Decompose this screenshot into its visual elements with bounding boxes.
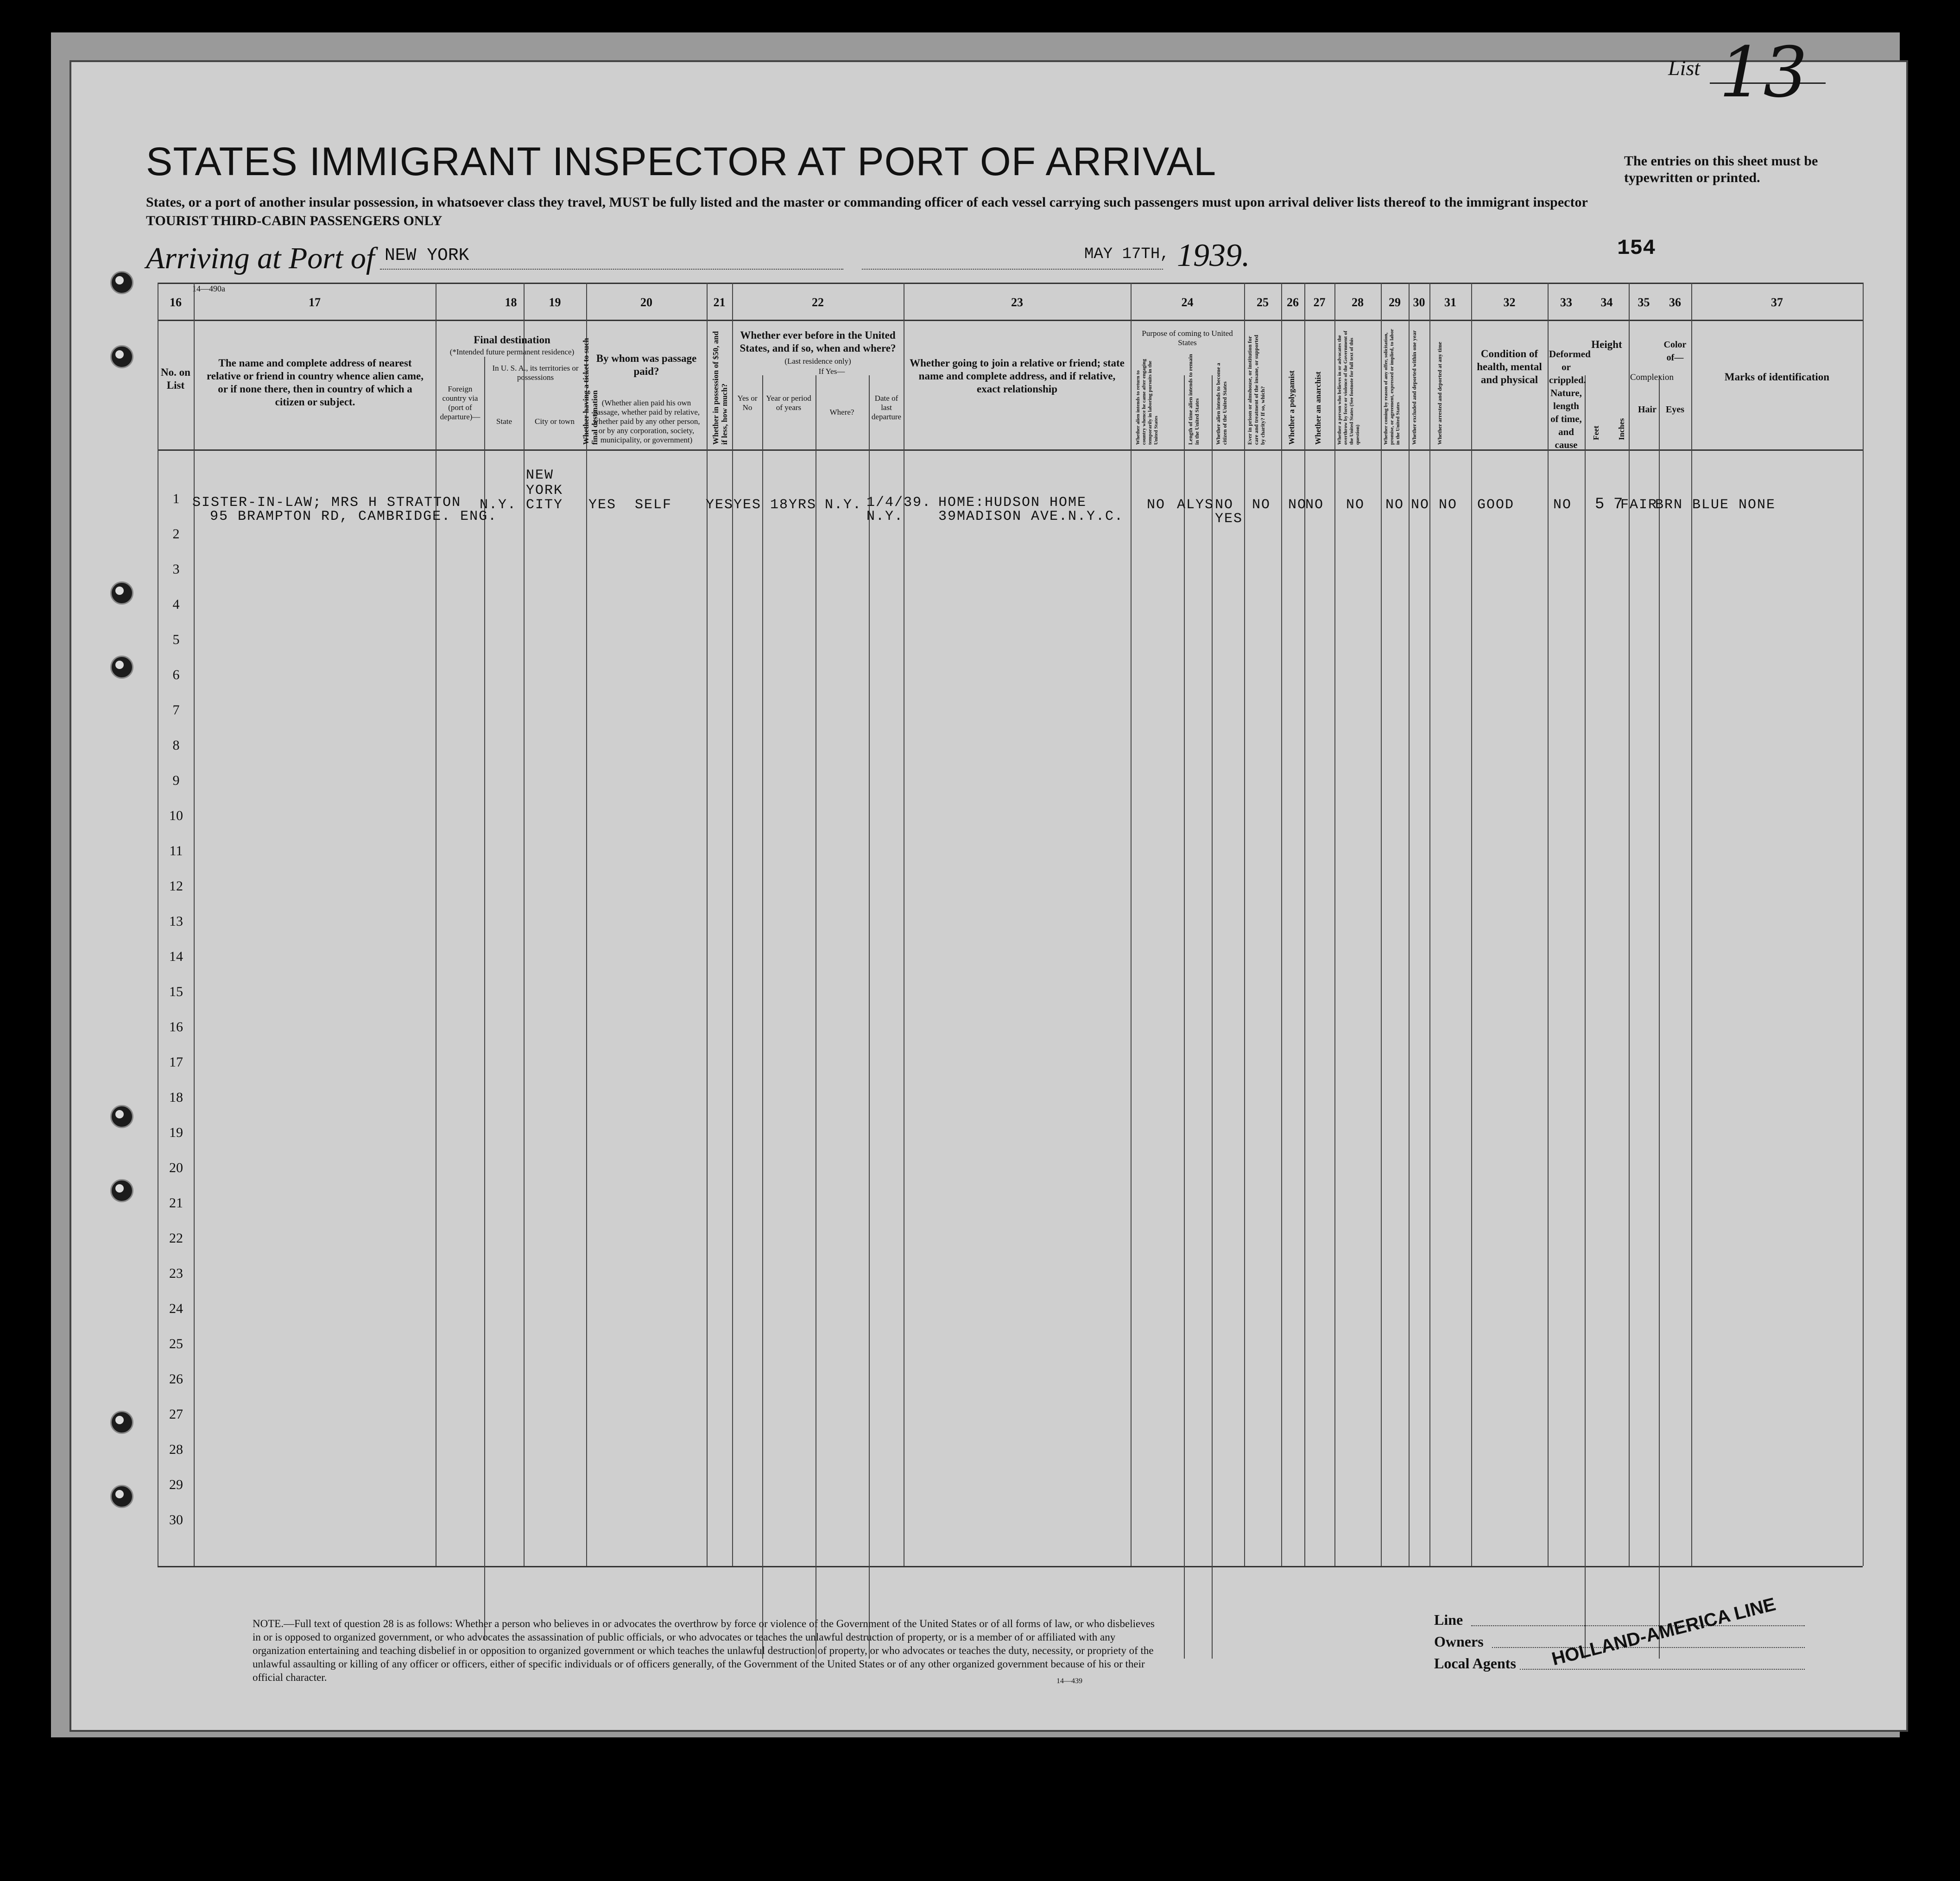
last-departure-1: 1/4/39. bbox=[866, 495, 932, 511]
row-number: 30 bbox=[169, 1512, 183, 1528]
line-underline bbox=[1471, 1625, 1805, 1626]
prison-value: NO bbox=[1252, 497, 1271, 513]
row-number: 24 bbox=[169, 1301, 183, 1316]
col-rule bbox=[1409, 283, 1410, 1566]
col25-header: Ever in prison or almshouse, or institution for care and treatment of the insane, or supported by charity? If so, which? bbox=[1246, 335, 1266, 445]
row-number: 11 bbox=[169, 843, 183, 858]
col-number: 31 bbox=[1444, 296, 1456, 309]
col30-header: Whether excluded and deported within one year bbox=[1411, 330, 1417, 445]
subtitle: States, or a port of another insular possession, in whatsoever class they travel, MUST be fully listed and the master or commanding officer of each vessel carrying such passengers must upon arrival deliver lists thereof to the immigrant inspector bbox=[146, 195, 1588, 210]
col23-header: Whether going to join a relative or friend; state name and complete address, and if relative, exact relationship bbox=[910, 357, 1125, 395]
col20-note: (Whether alien paid his own passage, whether paid by relative, whether paid by any other person, or by any corporation, society, municipality, or government) bbox=[593, 398, 700, 444]
citizen-value-1: NO bbox=[1215, 497, 1234, 513]
col-rule bbox=[1691, 283, 1692, 1566]
col-number: 27 bbox=[1313, 296, 1326, 309]
row-number: 15 bbox=[169, 984, 183, 999]
list-label: List bbox=[1668, 56, 1701, 80]
punch-hole bbox=[110, 271, 133, 294]
col-rule bbox=[1281, 283, 1282, 1566]
table-rule bbox=[158, 449, 1863, 451]
table-rule bbox=[158, 1566, 1863, 1567]
col-number: 29 bbox=[1389, 296, 1401, 309]
col16-header: No. on List bbox=[161, 366, 190, 391]
row-number: 8 bbox=[172, 738, 180, 753]
owners-label: Owners bbox=[1434, 1633, 1484, 1650]
col36-header: Color of— bbox=[1663, 340, 1687, 363]
question-28-footnote: NOTE.—Full text of question 28 is as follows: Whether a person who believes in or advocates the overthrow by force or violence of the Government of the United States or of all forms of law, or who disbelieves in or is opposed to organized government, or who advocates the assassination of public officials, or who advocates or teaches the unlawful destruction of property, or is a member of or affiliated with any organization entertaining and teaching disbelief in or opposition to organized government or which teaches the unlawful destruction of property, or who advocates or teaches the duty, necessity, or propriety of the unlawful assaulting or killing of any officer or officers, either of specific individuals or of officers generally, of the Government of the United States or of any other organized government because of his or their official character. bbox=[253, 1618, 1155, 1683]
row-number: 14 bbox=[169, 949, 183, 964]
overthrow-value: NO bbox=[1346, 497, 1365, 513]
col20-header: By whom was passage paid? bbox=[596, 353, 697, 377]
col17-header: The name and complete address of nearest relative or friend in country whence alien came, or if none there, then in country of which a citizen or subject. bbox=[206, 357, 424, 408]
col33-header: Deformed or crippled. Nature, length of time, and cause bbox=[1549, 348, 1591, 450]
row-number: 3 bbox=[172, 562, 180, 577]
col22-yesno: Yes or No bbox=[737, 394, 758, 412]
row-number: 16 bbox=[169, 1019, 183, 1035]
hair-value: BRN bbox=[1655, 497, 1683, 513]
col-rule bbox=[1184, 375, 1185, 1659]
col-rule bbox=[732, 283, 733, 1566]
before-in-us-value: YES bbox=[733, 497, 762, 513]
row-number: 18 bbox=[169, 1090, 183, 1105]
relative-line1: SISTER-IN-LAW; MRS H STRATTON bbox=[192, 495, 462, 511]
health-value: GOOD bbox=[1477, 497, 1515, 513]
col22-note: (Last residence only) bbox=[784, 357, 851, 366]
agents-underline bbox=[1520, 1669, 1805, 1670]
col21-header: Whether in possession of $50, and if less, how much? bbox=[711, 331, 729, 445]
ticket-value: YES bbox=[588, 497, 617, 513]
fifty-dollars-value: YES bbox=[706, 497, 734, 513]
row-number: 20 bbox=[169, 1160, 183, 1175]
eyes-value: BLUE bbox=[1692, 497, 1730, 513]
col-rule bbox=[1471, 283, 1472, 1566]
punch-hole bbox=[110, 1179, 133, 1202]
col28-header: Whether a person who believes in or advocates the overthrow by force or violence of the Government of the United States (See footnote for full text of this question) bbox=[1337, 330, 1360, 445]
col-number: 26 bbox=[1287, 296, 1299, 309]
col-number: 21 bbox=[713, 296, 726, 309]
col-rule bbox=[762, 375, 763, 1659]
paid-by-value: SELF bbox=[635, 497, 672, 513]
col-rule bbox=[484, 357, 485, 1640]
deported-value: NO bbox=[1439, 497, 1458, 513]
punch-hole bbox=[110, 656, 133, 679]
col26-header: Whether a polygamist bbox=[1287, 370, 1296, 445]
last-departure-2: N.Y. bbox=[866, 509, 904, 524]
arrival-year: 1939. bbox=[1177, 238, 1250, 273]
col24b-header: Length of time alien intends to remain in the United States bbox=[1187, 354, 1200, 445]
col-number: 18 bbox=[505, 296, 517, 309]
col18-state: State bbox=[496, 417, 512, 426]
col-rule bbox=[1212, 375, 1213, 1659]
page-title: STATES IMMIGRANT INSPECTOR AT PORT OF ARRIVAL bbox=[146, 139, 1217, 184]
row-number: 9 bbox=[172, 773, 180, 788]
col-rule bbox=[1381, 283, 1382, 1566]
col-rule bbox=[1659, 375, 1660, 1659]
col-number: 34 bbox=[1600, 296, 1613, 309]
offer-labor-value: NO bbox=[1385, 497, 1404, 513]
col18-usa: In U. S. A., its territories or possessions bbox=[492, 364, 579, 382]
deformed-value: NO bbox=[1553, 497, 1572, 513]
col-number: 22 bbox=[812, 296, 824, 309]
page-number: 154 bbox=[1617, 236, 1656, 260]
punch-hole bbox=[110, 581, 133, 605]
col-rule bbox=[1334, 283, 1335, 1566]
dest-state: N.Y. bbox=[480, 497, 517, 513]
list-number: 13 bbox=[1719, 32, 1808, 113]
citizen-value-2: YES bbox=[1215, 511, 1243, 527]
col-number: 32 bbox=[1503, 296, 1516, 309]
row-number: 7 bbox=[172, 702, 180, 718]
class-line: TOURIST THIRD-CABIN PASSENGERS ONLY bbox=[146, 213, 443, 228]
col-rule bbox=[1429, 283, 1430, 1566]
col-rule bbox=[707, 283, 708, 1566]
punch-hole bbox=[110, 1105, 133, 1128]
col18-foreign: Foreign country via (port of departure)— bbox=[440, 385, 481, 421]
col29-header: Whether coming by reason of any offer, solicitation, promise, or agreement, expressed or implied, to labor in the United States bbox=[1383, 329, 1401, 445]
col22-ifyes: If Yes— bbox=[818, 367, 845, 376]
col-number: 28 bbox=[1352, 296, 1364, 309]
col-number: 37 bbox=[1771, 296, 1783, 309]
dest-city-2: YORK bbox=[526, 483, 563, 499]
shipping-line-stamp: HOLLAND-AMERICA LINE bbox=[1549, 1594, 1778, 1670]
col-rule bbox=[586, 283, 587, 1566]
col-rule bbox=[1244, 283, 1245, 1566]
complexion-value: FAIR bbox=[1620, 497, 1658, 513]
where-value: N.Y. bbox=[825, 497, 862, 513]
row-number: 25 bbox=[169, 1336, 183, 1351]
col-rule bbox=[1304, 283, 1305, 1566]
col18-city: City or town bbox=[535, 417, 575, 426]
col34-header: Height bbox=[1591, 339, 1622, 350]
punch-hole bbox=[110, 1411, 133, 1434]
col24a-header: Whether alien intends to return to country whence he came after engaging temporarily in laboring pursuits in the United States bbox=[1135, 359, 1159, 445]
return-intent-value: NO bbox=[1147, 497, 1166, 513]
col34-inches: Inches bbox=[1617, 418, 1626, 440]
joining-line1: HOME:HUDSON HOME bbox=[938, 495, 1087, 511]
col24-header: Purpose of coming to United States bbox=[1142, 329, 1233, 347]
col22-where: Where? bbox=[829, 408, 854, 417]
arrival-date: MAY 17TH, bbox=[1084, 246, 1170, 263]
col35-header: Complexion bbox=[1630, 372, 1674, 382]
row-number: 6 bbox=[172, 667, 180, 682]
row-number: 10 bbox=[169, 808, 183, 823]
years-value: 18YRS bbox=[770, 497, 817, 513]
agents-label: Local Agents bbox=[1434, 1655, 1516, 1672]
col22-header: Whether ever before in the United States, and if so, when and where? bbox=[740, 329, 896, 354]
col-rule bbox=[524, 283, 525, 1566]
col18-note: (*Intended future permanent residence) bbox=[449, 347, 575, 356]
row-number: 2 bbox=[172, 526, 180, 542]
col-rule bbox=[1585, 375, 1586, 1659]
dest-city-1: NEW bbox=[526, 467, 554, 483]
port-underline bbox=[380, 269, 843, 270]
col-number: 17 bbox=[309, 296, 321, 309]
manifest-table bbox=[158, 283, 1863, 1571]
row-number: 26 bbox=[169, 1371, 183, 1387]
col-rule bbox=[1863, 283, 1864, 1566]
length-of-stay-value: ALYS bbox=[1177, 497, 1214, 513]
row-number: 29 bbox=[169, 1477, 183, 1492]
table-rule bbox=[158, 320, 1863, 321]
owners-underline bbox=[1492, 1647, 1805, 1648]
col-number: 36 bbox=[1669, 296, 1681, 309]
col-number: 23 bbox=[1011, 296, 1023, 309]
row-number: 1 bbox=[172, 491, 180, 506]
line-label: Line bbox=[1434, 1611, 1463, 1628]
row-number: 21 bbox=[169, 1195, 183, 1211]
col-number: 24 bbox=[1181, 296, 1194, 309]
col31-header: Whether arrested and deported at any time bbox=[1436, 341, 1443, 445]
port-value: NEW YORK bbox=[385, 246, 469, 265]
punch-hole bbox=[110, 345, 133, 368]
polygamist-value: NO bbox=[1288, 497, 1307, 513]
row-number: 4 bbox=[172, 597, 180, 612]
col-rule bbox=[1548, 283, 1549, 1566]
col18-header: Final destination bbox=[474, 334, 550, 346]
marks-value: NONE bbox=[1739, 497, 1776, 513]
row-number: 13 bbox=[169, 914, 183, 929]
row-number: 23 bbox=[169, 1266, 183, 1281]
table-rule bbox=[158, 283, 1863, 284]
col-rule bbox=[869, 375, 870, 1659]
punch-hole bbox=[110, 1485, 133, 1508]
height-feet-value: 5 bbox=[1595, 496, 1606, 513]
row-number: 17 bbox=[169, 1054, 183, 1070]
col-rule bbox=[1131, 283, 1132, 1566]
col-rule bbox=[1629, 283, 1630, 1566]
dest-city-3: CITY bbox=[526, 497, 563, 513]
col22-year: Year or period of years bbox=[766, 394, 811, 412]
col-number: 30 bbox=[1413, 296, 1425, 309]
col34-feet: Feet bbox=[1592, 425, 1600, 440]
col32-header: Condition of health, mental and physical bbox=[1477, 348, 1542, 385]
row-number: 12 bbox=[169, 878, 183, 894]
form-number: 14—490a bbox=[192, 284, 225, 293]
joining-line2: 39MADISON AVE.N.Y.C. bbox=[938, 509, 1124, 524]
typewritten-note: The entries on this sheet must be typewritten or printed. bbox=[1624, 153, 1818, 185]
col24c-header: Whether alien intends to become a citizen of the United States bbox=[1215, 363, 1228, 445]
col-number: 20 bbox=[640, 296, 652, 309]
row-number: 22 bbox=[169, 1231, 183, 1246]
height-inches-value: 7 bbox=[1613, 496, 1624, 513]
excluded-value: NO bbox=[1411, 497, 1430, 513]
col-number: 33 bbox=[1560, 296, 1572, 309]
col-number: 25 bbox=[1257, 296, 1269, 309]
footer-form-number: 14—439 bbox=[1056, 1677, 1082, 1685]
row-number: 5 bbox=[172, 632, 180, 647]
relative-line2: 95 BRAMPTON RD, CAMBRIDGE. ENG. bbox=[210, 509, 498, 524]
col-number: 19 bbox=[549, 296, 561, 309]
col36-hair: Hair bbox=[1638, 404, 1657, 415]
row-number: 28 bbox=[169, 1442, 183, 1457]
col-number: 35 bbox=[1638, 296, 1650, 309]
arriving-label: Arriving at Port of bbox=[146, 241, 375, 275]
col-rule bbox=[194, 283, 195, 1566]
col36-eyes: Eyes bbox=[1666, 404, 1684, 415]
row-number: 27 bbox=[169, 1407, 183, 1422]
col22-date: Date of last departure bbox=[871, 394, 902, 421]
col-number: 16 bbox=[170, 296, 182, 309]
anarchist-value: NO bbox=[1305, 497, 1324, 513]
col19-header: Whether having a ticket to such final destination bbox=[582, 338, 599, 445]
col37-header: Marks of identification bbox=[1724, 371, 1830, 383]
col27-header: Whether an anarchist bbox=[1314, 371, 1322, 445]
date-underline bbox=[862, 269, 1163, 270]
row-number: 19 bbox=[169, 1125, 183, 1140]
